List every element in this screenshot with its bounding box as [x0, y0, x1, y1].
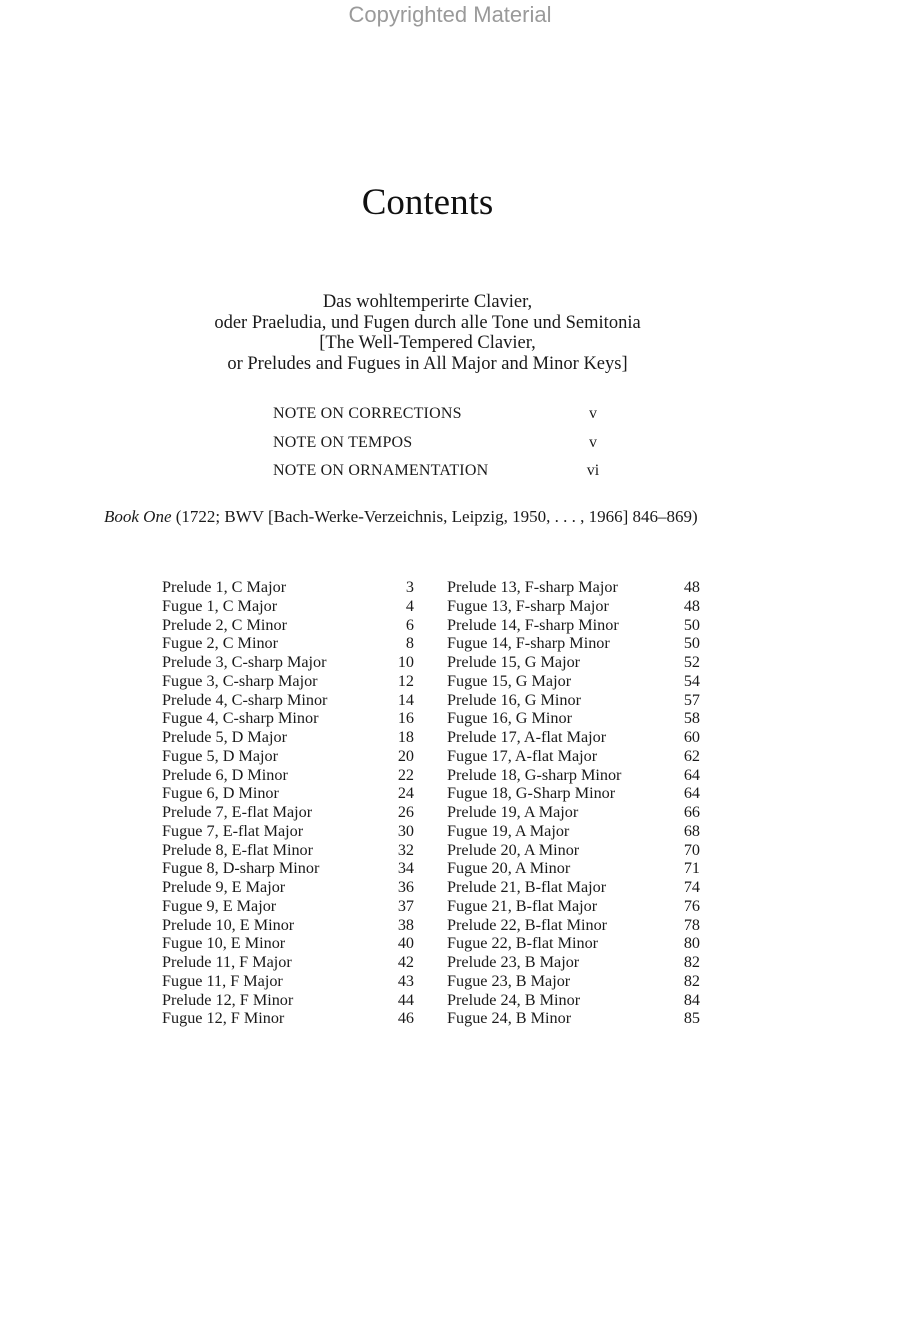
toc-entry-title: Prelude 19, A Major [447, 803, 579, 821]
toc-entry-page: 66 [683, 803, 700, 821]
toc-entry-page: 14 [397, 690, 414, 709]
toc-entry-page: 22 [397, 765, 414, 784]
toc-entry[interactable] [162, 934, 414, 953]
toc-entry-title: Prelude 5, D Major [162, 728, 287, 746]
toc-entry-page: 76 [683, 896, 700, 915]
toc-entry-title: Prelude 8, E-flat Minor [162, 840, 314, 859]
toc-entry-page: 4 [405, 596, 414, 615]
toc-entry[interactable] [162, 803, 414, 822]
toc-entry-page: 82 [683, 953, 700, 971]
toc-entry-page: 16 [397, 709, 414, 728]
toc-entry-title: Prelude 13, F-sharp Major [447, 578, 618, 596]
toc-entry-title: Fugue 24, B Minor [447, 1009, 572, 1028]
note-entry-corrections[interactable] [273, 402, 613, 431]
toc-entry-page: 85 [683, 1009, 700, 1028]
toc-entry[interactable] [447, 653, 700, 672]
toc-entry-page: 8 [405, 634, 414, 653]
toc-entry-title: Fugue 15, G Major [447, 671, 572, 690]
notes-list [273, 402, 613, 488]
toc-entry-title: Prelude 4, C-sharp Minor [162, 690, 328, 709]
toc-entry-title: Prelude 2, C Minor [162, 615, 287, 634]
toc-entry-title: Fugue 7, E-flat Major [162, 821, 304, 840]
toc-entry-page: 24 [397, 784, 414, 803]
toc-entry[interactable] [447, 578, 700, 597]
toc-entry-title: Prelude 9, E Major [162, 878, 286, 896]
toc-column-right [447, 578, 700, 1028]
toc-entry[interactable] [162, 728, 414, 747]
toc-entry[interactable] [447, 972, 700, 991]
toc-entry[interactable] [162, 616, 414, 635]
toc-entry-title: Fugue 18, G-Sharp Minor [447, 784, 616, 803]
toc-entry-title: Fugue 10, E Minor [162, 934, 286, 953]
toc-entry-title: Prelude 7, E-flat Major [162, 803, 313, 821]
toc-entry-title: Fugue 5, D Major [162, 746, 278, 765]
toc-entry-title: Prelude 17, A-flat Major [447, 728, 607, 746]
toc-entry[interactable] [162, 878, 414, 897]
toc-entry-page: 68 [683, 821, 700, 840]
toc-entry-title: Prelude 15, G Major [447, 653, 581, 671]
toc-entry[interactable] [447, 991, 700, 1010]
toc-entry-page: 60 [683, 728, 700, 746]
note-page-number: v [589, 433, 597, 451]
toc-entry[interactable] [447, 897, 700, 916]
toc-entry[interactable] [447, 953, 700, 972]
note-entry-ornamentation[interactable] [273, 459, 613, 488]
toc-entry-title: Fugue 3, C-sharp Major [162, 671, 318, 690]
toc-entry-page: 64 [683, 765, 700, 784]
toc-entry-page: 54 [683, 671, 700, 690]
toc-entry-title: Fugue 21, B-flat Major [447, 896, 598, 915]
toc-entry-page: 70 [683, 840, 700, 859]
toc-entry-title: Prelude 16, G Minor [447, 690, 581, 709]
work-title-line: or Preludes and Fugues in All Major and Minor Keys] [227, 353, 628, 374]
toc-entry-title: Fugue 23, B Major [447, 971, 571, 990]
book-details: (1722; BWV [Bach-Werke-Verzeichnis, Leipzig, 1950, . . . , 1966] 846–869) [171, 507, 698, 526]
toc-entry[interactable] [162, 691, 414, 710]
toc-entry-page: 82 [683, 971, 700, 990]
toc-entry[interactable] [447, 616, 700, 635]
toc-entry[interactable] [162, 897, 414, 916]
toc-entry-page: 34 [397, 859, 414, 878]
toc-entry-title: Fugue 4, C-sharp Minor [162, 709, 319, 728]
toc-entry-title: Prelude 21, B-flat Major [447, 878, 607, 896]
toc-entry-page: 78 [683, 915, 700, 934]
toc-entry-page: 43 [397, 971, 414, 990]
note-label: NOTE ON TEMPOS [273, 433, 413, 451]
toc-entry[interactable] [447, 691, 700, 710]
work-title [0, 292, 855, 374]
toc-entry-title: Prelude 20, A Minor [447, 840, 580, 859]
toc-entry[interactable] [447, 822, 700, 841]
note-label: NOTE ON CORRECTIONS [273, 405, 462, 422]
toc-entry-page: 84 [683, 990, 700, 1009]
toc-entry[interactable] [162, 991, 414, 1010]
toc-entry[interactable] [162, 972, 414, 991]
toc-entry[interactable] [447, 934, 700, 953]
book-heading [104, 505, 698, 529]
toc-entry-title: Fugue 1, C Major [162, 596, 278, 615]
toc-entry-page: 64 [683, 784, 700, 803]
toc-entry-page: 50 [683, 615, 700, 634]
toc-entry-title: Prelude 1, C Major [162, 578, 287, 596]
toc-entry-page: 57 [683, 690, 700, 709]
toc-entry-page: 50 [683, 634, 700, 653]
note-page-number: vi [586, 462, 600, 479]
toc-entry-title: Prelude 24, B Minor [447, 990, 581, 1009]
toc-entry-page: 36 [397, 878, 414, 896]
toc-entry-page: 48 [683, 578, 700, 596]
toc-entry[interactable] [162, 822, 414, 841]
toc-entry[interactable] [162, 672, 414, 691]
toc-entry-page: 48 [683, 596, 700, 615]
toc-entry-page: 40 [397, 934, 414, 953]
toc-entry-title: Fugue 11, F Major [162, 971, 283, 990]
toc-entry-page: 37 [397, 896, 414, 915]
toc-entry[interactable] [447, 766, 700, 785]
toc-entry[interactable] [162, 766, 414, 785]
note-label: NOTE ON ORNAMENTATION [273, 462, 489, 479]
toc-entry[interactable] [447, 747, 700, 766]
toc-entry-page: 71 [683, 859, 700, 878]
copyright-watermark: Copyrighted Material [348, 2, 552, 27]
toc-entry-page: 38 [397, 915, 414, 934]
toc-entry-page: 20 [397, 746, 414, 765]
toc-entry[interactable] [162, 784, 414, 803]
toc-entry-title: Prelude 6, D Minor [162, 765, 288, 784]
toc-entry-page: 10 [397, 653, 414, 671]
toc-entry-page: 18 [397, 728, 414, 746]
toc-entry[interactable] [447, 597, 700, 616]
toc-entry[interactable] [162, 1009, 414, 1028]
page-title: Contents [361, 182, 494, 223]
toc-entry[interactable] [162, 841, 414, 860]
toc-entry-title: Fugue 12, F Minor [162, 1009, 285, 1028]
toc-entry-title: Prelude 10, E Minor [162, 915, 295, 934]
toc-entry-title: Prelude 11, F Major [162, 953, 292, 971]
toc-entry-title: Fugue 8, D-sharp Minor [162, 859, 320, 878]
toc-entry-page: 62 [683, 746, 700, 765]
toc-entry[interactable] [162, 634, 414, 653]
toc-entry-title: Prelude 18, G-sharp Minor [447, 765, 622, 784]
toc-entry-page: 12 [397, 671, 414, 690]
toc-entry-title: Fugue 6, D Minor [162, 784, 279, 803]
toc-entry-page: 30 [397, 821, 414, 840]
toc-entry[interactable] [162, 916, 414, 935]
toc-entry-title: Prelude 22, B-flat Minor [447, 915, 608, 934]
toc-entry-title: Fugue 13, F-sharp Major [447, 596, 609, 615]
toc-entry-title: Fugue 9, E Major [162, 896, 277, 915]
toc-entry[interactable] [447, 672, 700, 691]
toc-entry[interactable] [162, 747, 414, 766]
toc-entry[interactable] [447, 878, 700, 897]
toc-entry[interactable] [447, 784, 700, 803]
note-page-number: v [589, 405, 597, 422]
toc-entry-page: 42 [397, 953, 414, 971]
work-title-line: oder Praeludia, und Fugen durch alle Tone und Semitonia [214, 312, 641, 333]
toc-entry[interactable] [162, 597, 414, 616]
toc-entry-page: 46 [397, 1009, 414, 1028]
toc-entry[interactable] [447, 709, 700, 728]
toc-entry-title: Fugue 20, A Minor [447, 859, 571, 878]
toc-entry-page: 52 [683, 653, 700, 671]
toc-entry[interactable] [162, 709, 414, 728]
toc-entry[interactable] [447, 634, 700, 653]
toc-entry-page: 26 [397, 803, 414, 821]
toc-entry-page: 74 [683, 878, 700, 896]
toc-entry-title: Prelude 14, F-sharp Minor [447, 615, 619, 634]
note-entry-tempos[interactable] [273, 431, 613, 460]
toc-entry[interactable] [162, 859, 414, 878]
toc-entry[interactable] [447, 803, 700, 822]
toc-entry-title: Prelude 12, F Minor [162, 990, 294, 1009]
toc-entry[interactable] [162, 953, 414, 972]
toc-entry-page: 32 [397, 840, 414, 859]
toc-entry[interactable] [162, 653, 414, 672]
toc-entry[interactable] [447, 1009, 700, 1028]
toc-entry-page: 58 [683, 709, 700, 728]
toc-entry[interactable] [447, 841, 700, 860]
toc-entry-title: Fugue 16, G Minor [447, 709, 573, 728]
toc-entry-page: 44 [397, 990, 414, 1009]
toc-entry-page: 80 [683, 934, 700, 953]
work-title-line: [The Well-Tempered Clavier, [319, 333, 536, 353]
toc-entry-title: Prelude 23, B Major [447, 953, 580, 971]
toc-entry-title: Fugue 14, F-sharp Minor [447, 634, 610, 653]
toc-column-left [162, 578, 414, 1028]
toc-entry-title: Fugue 22, B-flat Minor [447, 934, 599, 953]
toc-entry[interactable] [447, 916, 700, 935]
toc-entry-title: Fugue 2, C Minor [162, 634, 279, 653]
toc-entry[interactable] [447, 859, 700, 878]
toc-entry-title: Fugue 17, A-flat Major [447, 746, 598, 765]
toc-entry-page: 3 [405, 578, 414, 596]
toc-entry-title: Prelude 3, C-sharp Major [162, 653, 327, 671]
book-name: Book One [104, 507, 172, 526]
toc-entry[interactable] [447, 728, 700, 747]
toc-entry-page: 6 [405, 615, 414, 634]
toc-entry[interactable] [162, 578, 414, 597]
toc-entry-title: Fugue 19, A Major [447, 821, 570, 840]
work-title-line: Das wohltemperirte Clavier, [322, 292, 533, 312]
